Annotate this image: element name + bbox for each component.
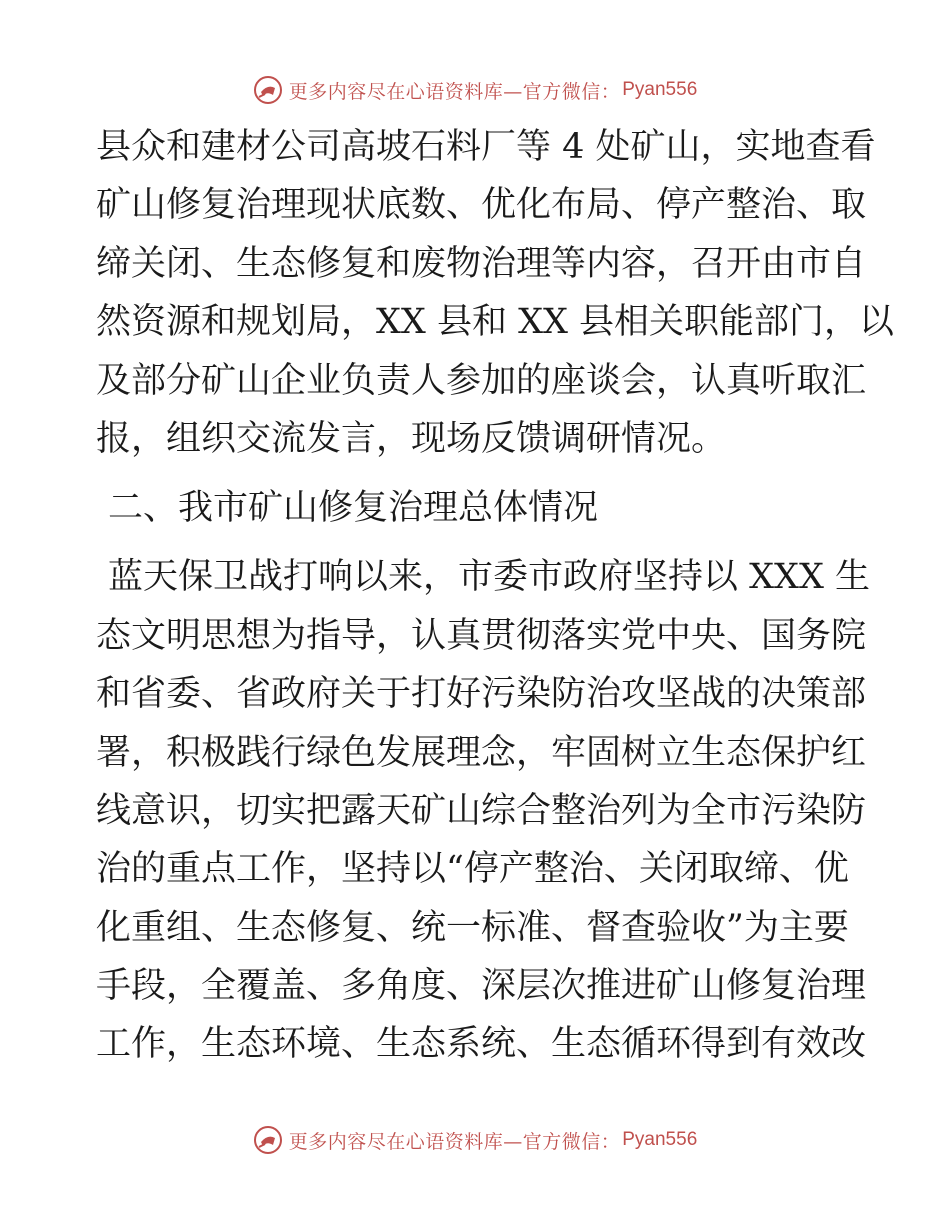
paragraph-line: 工作，生态环境、生态系统、生态循环得到有效改: [96, 1024, 867, 1065]
footer-banner-text: 更多内容尽在心语资料库—官方微信：: [288, 1130, 621, 1153]
section-heading: 二、我市矿山修复治理总体情况: [108, 488, 599, 529]
paragraph-line: 及部分矿山企业负责人参加的座谈会，认真听取汇: [96, 360, 867, 401]
header-banner-id: Pyan556: [622, 79, 698, 100]
paragraph-line: 手段，全覆盖、多角度、深层次推进矿山修复治理: [96, 966, 867, 1007]
paragraph-line: 署，积极践行绿色发展理念，牢固树立生态保护红: [96, 732, 867, 773]
paragraph-1: [96, 118, 895, 468]
paragraph-line: 蓝天保卫战打响以来，市委市政府坚持以 XXX 生: [108, 557, 871, 598]
paragraph-line: 化重组、生态修复、统一标准、督查验收”为主要: [96, 907, 849, 948]
header-banner: [0, 70, 950, 110]
paragraph-line: 缔关闭、生态修复和废物治理等内容，召开由市自: [96, 243, 867, 284]
book-logo-icon: [253, 1125, 283, 1155]
paragraph-line: 治的重点工作，坚持以“停产整治、关闭取缔、优: [96, 849, 849, 890]
paragraph-2: [96, 548, 871, 1074]
footer-banner: [0, 1120, 950, 1160]
paragraph-line: 和省委、省政府关于打好污染防治攻坚战的决策部: [96, 674, 867, 715]
paragraph-line: 线意识，切实把露天矿山综合整治列为全市污染防: [96, 790, 867, 831]
paragraph-line: 态文明思想为指导，认真贯彻落实党中央、国务院: [96, 615, 867, 656]
document-body: [96, 118, 895, 1074]
paragraph-line: 县众和建材公司高坡石料厂等 4 处矿山，实地查看: [96, 127, 876, 167]
header-banner-text: 更多内容尽在心语资料库—官方微信：: [288, 80, 621, 103]
book-logo-icon: [253, 75, 283, 105]
paragraph-line: 报，组织交流发言，现场反馈调研情况。: [96, 418, 727, 459]
footer-banner-id: Pyan556: [622, 1129, 698, 1150]
paragraph-line: 矿山修复治理现状底数、优化布局、停产整治、取: [96, 185, 867, 226]
paragraph-line: 然资源和规划局，XX 县和 XX 县相关职能部门，以: [96, 302, 895, 343]
